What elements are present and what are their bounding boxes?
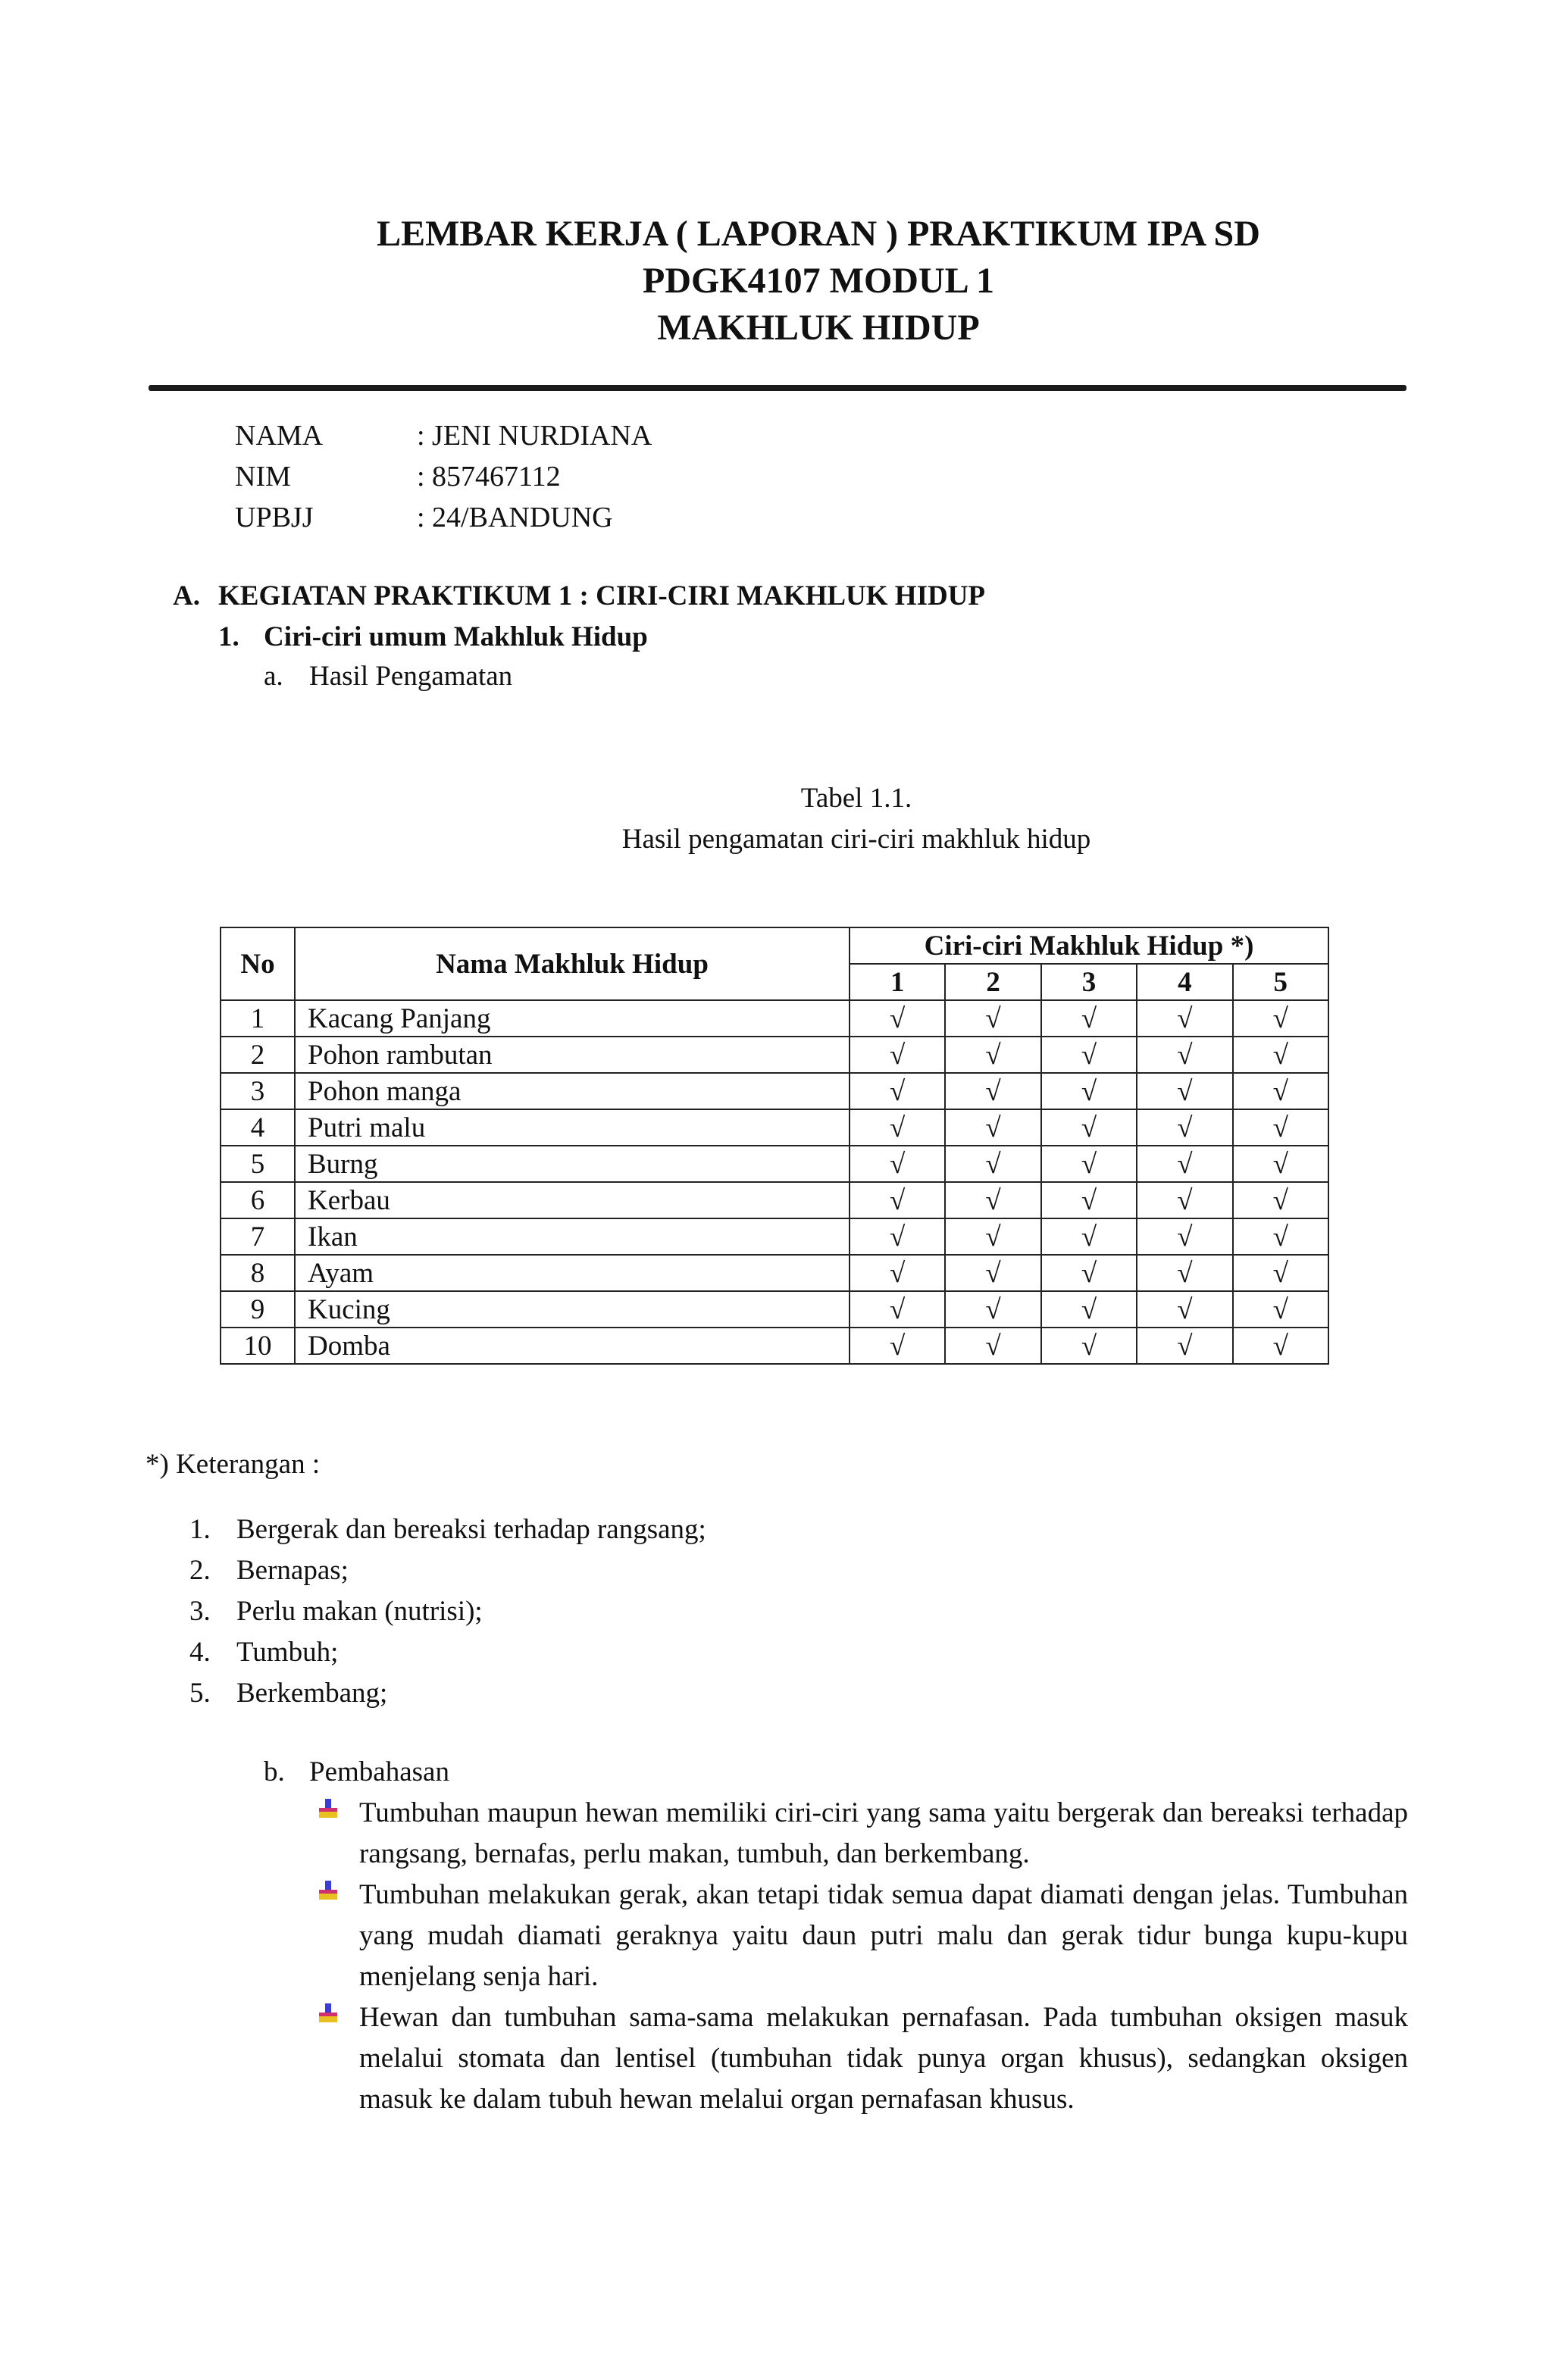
cell-check: √ xyxy=(1137,1037,1232,1073)
list-item xyxy=(189,1673,706,1714)
section-text: KEGIATAN PRAKTIKUM 1 : CIRI-CIRI MAKHLUK HIDUP xyxy=(218,580,986,611)
cell-check: √ xyxy=(945,1255,1040,1291)
list-item xyxy=(189,1591,706,1632)
cell-check: √ xyxy=(1137,1109,1232,1146)
cell-no: 1 xyxy=(221,1000,295,1037)
table-row xyxy=(221,1000,1328,1037)
title-line-3: MAKHLUK HIDUP xyxy=(657,308,980,348)
header-col-1: 1 xyxy=(850,964,945,1000)
list-text: Bergerak dan bereaksi terhadap rangsang; xyxy=(236,1514,706,1545)
table-caption-number: Tabel 1.1. xyxy=(800,783,912,814)
cell-check: √ xyxy=(1137,1182,1232,1218)
cell-check: √ xyxy=(1041,1073,1137,1109)
cell-check: √ xyxy=(1233,1291,1328,1328)
cell-check: √ xyxy=(1041,1255,1137,1291)
document-title xyxy=(0,211,1552,352)
cell-name: Kucing xyxy=(295,1291,850,1328)
cell-check: √ xyxy=(1137,1000,1232,1037)
cell-check: √ xyxy=(850,1218,945,1255)
cell-check: √ xyxy=(945,1182,1040,1218)
subsection-1-heading xyxy=(218,617,648,658)
cell-check: √ xyxy=(945,1218,1040,1255)
discussion-bullets xyxy=(314,1793,1408,2120)
header-name: Nama Makhluk Hidup xyxy=(295,927,850,1000)
list-item xyxy=(189,1632,706,1673)
table-row xyxy=(221,1291,1328,1328)
list-number: 1. xyxy=(189,1514,211,1545)
table-row xyxy=(221,1182,1328,1218)
notes-heading: *) Keterangan : xyxy=(146,1449,321,1480)
header-col-2: 2 xyxy=(945,964,1040,1000)
table-caption-title: Hasil pengamatan ciri-ciri makhluk hidup xyxy=(621,824,1091,855)
cell-no: 3 xyxy=(221,1073,295,1109)
cell-check: √ xyxy=(850,1037,945,1073)
cell-name: Pohon manga xyxy=(295,1073,850,1109)
cell-check: √ xyxy=(850,1000,945,1037)
header-group: Ciri-ciri Makhluk Hidup *) xyxy=(850,927,1328,964)
table-row xyxy=(221,1255,1328,1291)
notes-list xyxy=(189,1509,706,1714)
cell-name: Kacang Panjang xyxy=(295,1000,850,1037)
cell-name: Kerbau xyxy=(295,1182,850,1218)
section-number: A. xyxy=(173,580,200,611)
cell-check: √ xyxy=(850,1291,945,1328)
identity-block xyxy=(235,415,652,538)
list-text: Bernapas; xyxy=(236,1555,349,1586)
cell-check: √ xyxy=(945,1146,1040,1182)
cell-check: √ xyxy=(945,1109,1040,1146)
list-text: Tumbuh; xyxy=(236,1637,339,1668)
cell-check: √ xyxy=(945,1037,1040,1073)
cell-check: √ xyxy=(945,1073,1040,1109)
cell-name: Ayam xyxy=(295,1255,850,1291)
cell-check: √ xyxy=(1233,1000,1328,1037)
cell-no: 7 xyxy=(221,1218,295,1255)
section-a-heading xyxy=(173,576,985,617)
arrow-bullet-icon xyxy=(314,1793,359,1834)
bullet-text: Hewan dan tumbuhan sama-sama melakukan pernafasan. Pada tumbuhan oksigen masuk melalui stomata dan lentisel (tumbuhan tidak punya organ khusus), sedangkan oksigen masuk ke dalam tubuh hewan melalui organ pernafasan khusus. xyxy=(359,2002,1408,2115)
cell-check: √ xyxy=(850,1182,945,1218)
cell-name: Burng xyxy=(295,1146,850,1182)
identity-value: : 24/BANDUNG xyxy=(417,502,613,533)
cell-check: √ xyxy=(850,1109,945,1146)
list-number: 2. xyxy=(189,1555,211,1586)
subsection-text: Ciri-ciri umum Makhluk Hidup xyxy=(264,621,648,652)
subsection-number: 1. xyxy=(218,621,239,652)
bullet-item xyxy=(314,1997,1408,2120)
cell-check: √ xyxy=(850,1073,945,1109)
cell-check: √ xyxy=(1041,1146,1137,1182)
cell-check: √ xyxy=(1233,1182,1328,1218)
identity-value: : JENI NURDIANA xyxy=(417,420,652,452)
identity-key: NIM xyxy=(235,461,291,493)
header-col-4: 4 xyxy=(1137,964,1232,1000)
arrow-bullet-icon xyxy=(314,1875,359,1916)
cell-no: 4 xyxy=(221,1109,295,1146)
identity-row-upbjj xyxy=(235,497,652,538)
cell-check: √ xyxy=(850,1328,945,1364)
cell-no: 2 xyxy=(221,1037,295,1073)
cell-check: √ xyxy=(1041,1109,1137,1146)
table-body xyxy=(221,1000,1328,1364)
table-row xyxy=(221,1037,1328,1073)
list-text: Perlu makan (nutrisi); xyxy=(236,1596,483,1627)
header-col-5: 5 xyxy=(1233,964,1328,1000)
cell-no: 5 xyxy=(221,1146,295,1182)
cell-check: √ xyxy=(1137,1146,1232,1182)
header-no: No xyxy=(221,927,295,1000)
cell-check: √ xyxy=(1041,1182,1137,1218)
bullet-text: Tumbuhan maupun hewan memiliki ciri-ciri yang sama yaitu bergerak dan bereaksi terhadap rangsang, bernafas, perlu makan, tumbuh, dan berkembang. xyxy=(359,1797,1408,1869)
cell-no: 8 xyxy=(221,1255,295,1291)
cell-check: √ xyxy=(945,1328,1040,1364)
cell-check: √ xyxy=(1041,1037,1137,1073)
cell-check: √ xyxy=(1137,1291,1232,1328)
subsection-text: Pembahasan xyxy=(309,1756,449,1787)
cell-name: Putri malu xyxy=(295,1109,850,1146)
list-number: 4. xyxy=(189,1637,211,1668)
table-row xyxy=(221,1218,1328,1255)
cell-check: √ xyxy=(1233,1218,1328,1255)
header-col-3: 3 xyxy=(1041,964,1137,1000)
cell-check: √ xyxy=(850,1255,945,1291)
cell-check: √ xyxy=(1137,1218,1232,1255)
cell-check: √ xyxy=(1137,1328,1232,1364)
table-row xyxy=(221,1328,1328,1364)
list-text: Berkembang; xyxy=(236,1678,388,1709)
cell-check: √ xyxy=(1041,1218,1137,1255)
cell-check: √ xyxy=(945,1291,1040,1328)
cell-name: Ikan xyxy=(295,1218,850,1255)
bullet-item xyxy=(314,1875,1408,1997)
identity-row-nama xyxy=(235,415,652,456)
cell-check: √ xyxy=(1041,1328,1137,1364)
identity-key: UPBJJ xyxy=(235,502,314,533)
subsection-a-heading xyxy=(264,656,512,697)
cell-check: √ xyxy=(1233,1037,1328,1073)
cell-no: 10 xyxy=(221,1328,295,1364)
cell-check: √ xyxy=(1233,1328,1328,1364)
bullet-item xyxy=(314,1793,1408,1875)
cell-no: 6 xyxy=(221,1182,295,1218)
subsection-letter: b. xyxy=(264,1756,285,1787)
title-line-2: PDGK4107 MODUL 1 xyxy=(643,261,994,301)
cell-check: √ xyxy=(1233,1109,1328,1146)
cell-check: √ xyxy=(1137,1255,1232,1291)
identity-value: : 857467112 xyxy=(417,461,561,493)
observation-table xyxy=(220,927,1329,1365)
cell-check: √ xyxy=(1137,1073,1232,1109)
subsection-b-heading xyxy=(264,1752,449,1793)
cell-check: √ xyxy=(1233,1146,1328,1182)
cell-check: √ xyxy=(1233,1255,1328,1291)
title-divider xyxy=(149,385,1406,391)
cell-name: Domba xyxy=(295,1328,850,1364)
arrow-bullet-icon xyxy=(314,1997,359,2038)
table-row xyxy=(221,1146,1328,1182)
cell-no: 9 xyxy=(221,1291,295,1328)
list-number: 5. xyxy=(189,1678,211,1709)
identity-key: NAMA xyxy=(235,420,324,452)
list-item xyxy=(189,1550,706,1591)
cell-check: √ xyxy=(945,1000,1040,1037)
subsection-text: Hasil Pengamatan xyxy=(309,661,513,692)
cell-check: √ xyxy=(1041,1000,1137,1037)
bullet-text: Tumbuhan melakukan gerak, akan tetapi tidak semua dapat diamati dengan jelas. Tumbuhan yang mudah diamati geraknya yaitu daun putri malu dan gerak tidur bunga kupu-kupu menjelang senja hari. xyxy=(359,1879,1408,1992)
cell-check: √ xyxy=(850,1146,945,1182)
cell-name: Pohon rambutan xyxy=(295,1037,850,1073)
subsection-letter: a. xyxy=(264,661,283,692)
table-row xyxy=(221,1109,1328,1146)
list-number: 3. xyxy=(189,1596,211,1627)
table-header-row xyxy=(221,927,1328,964)
table-row xyxy=(221,1073,1328,1109)
cell-check: √ xyxy=(1041,1291,1137,1328)
list-item xyxy=(189,1509,706,1550)
identity-row-nim xyxy=(235,456,652,497)
cell-check: √ xyxy=(1233,1073,1328,1109)
title-line-1: LEMBAR KERJA ( LAPORAN ) PRAKTIKUM IPA SD xyxy=(377,214,1260,254)
